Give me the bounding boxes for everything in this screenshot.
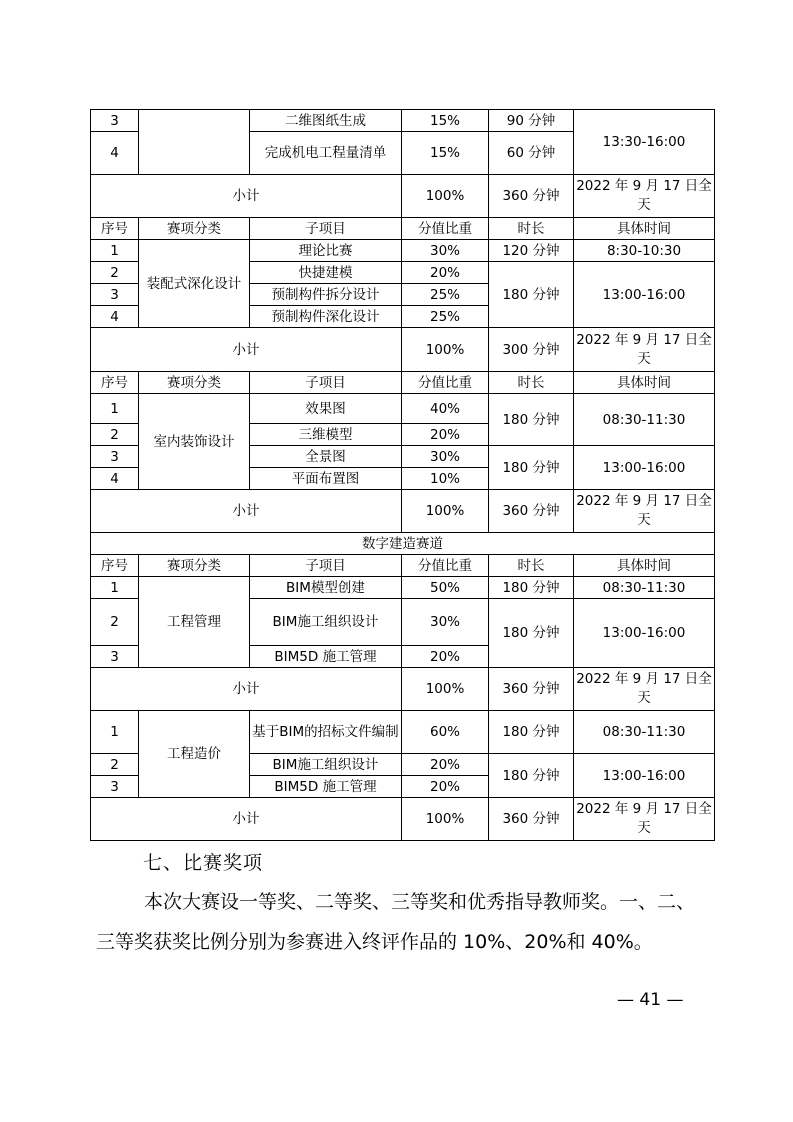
table-row (91, 711, 715, 754)
seq-cell: 4 (91, 132, 139, 175)
header-duration: 时长 (489, 555, 574, 577)
weight-cell: 20% (402, 424, 489, 446)
header-subitem: 子项目 (250, 218, 402, 240)
duration-cell: 180 分钟 (489, 577, 574, 599)
header-seq: 序号 (91, 218, 139, 240)
page-number: — 41 — (617, 990, 684, 1010)
subtotal-label: 小计 (91, 175, 402, 218)
subtotal-row (91, 798, 715, 841)
table-row (91, 110, 715, 132)
time-cell: 13:00-16:00 (574, 446, 715, 490)
weight-cell: 25% (402, 284, 489, 306)
header-duration: 时长 (489, 218, 574, 240)
header-subitem: 子项目 (250, 372, 402, 394)
header-weight: 分值比重 (402, 372, 489, 394)
header-category: 赛项分类 (139, 555, 250, 577)
subitem-cell: BIM施工组织设计 (250, 599, 402, 646)
header-row (91, 372, 715, 394)
duration-cell: 360 分钟 (489, 490, 574, 533)
subtotal-label: 小计 (91, 328, 402, 372)
weight-cell: 30% (402, 240, 489, 262)
subitem-cell: BIM5D 施工管理 (250, 646, 402, 668)
subitem-cell: BIM模型创建 (250, 577, 402, 599)
header-category: 赛项分类 (139, 218, 250, 240)
time-cell: 2022 年 9 月 17 日全天 (574, 175, 715, 218)
seq-cell: 1 (91, 711, 139, 754)
subitem-cell: BIM施工组织设计 (250, 754, 402, 776)
header-seq: 序号 (91, 555, 139, 577)
time-cell: 13:00-16:00 (574, 262, 715, 328)
duration-cell: 300 分钟 (489, 328, 574, 372)
header-subitem: 子项目 (250, 555, 402, 577)
duration-cell: 60 分钟 (489, 132, 574, 175)
duration-cell: 180 分钟 (489, 394, 574, 446)
seq-cell: 2 (91, 599, 139, 646)
weight-cell: 40% (402, 394, 489, 424)
weight-cell: 30% (402, 446, 489, 468)
competition-schedule-table (90, 109, 715, 841)
time-cell: 13:30-16:00 (574, 110, 715, 175)
seq-cell: 1 (91, 394, 139, 424)
subtotal-row (91, 490, 715, 533)
time-cell: 2022 年 9 月 17 日全天 (574, 668, 715, 711)
weight-cell: 15% (402, 132, 489, 175)
header-time: 具体时间 (574, 218, 715, 240)
seq-cell: 3 (91, 776, 139, 798)
weight-cell: 100% (402, 175, 489, 218)
time-cell: 08:30-11:30 (574, 394, 715, 446)
weight-cell: 20% (402, 262, 489, 284)
subitem-cell: 理论比赛 (250, 240, 402, 262)
weight-cell: 25% (402, 306, 489, 328)
seq-cell: 2 (91, 262, 139, 284)
subitem-cell: 预制构件深化设计 (250, 306, 402, 328)
weight-cell: 30% (402, 599, 489, 646)
seq-cell: 3 (91, 110, 139, 132)
weight-cell: 20% (402, 776, 489, 798)
awards-paragraph: 本次大赛设一等奖、二等奖、三等奖和优秀指导教师奖。一、二、三等奖获奖比例分别为参赛进入终评作品的 10%、20%和 40%。 (96, 891, 696, 953)
time-cell: 08:30-11:30 (574, 577, 715, 599)
duration-cell: 90 分钟 (489, 110, 574, 132)
track-row (91, 533, 715, 555)
subtotal-row (91, 328, 715, 372)
header-weight: 分值比重 (402, 218, 489, 240)
seq-cell: 4 (91, 468, 139, 490)
duration-cell: 120 分钟 (489, 240, 574, 262)
time-cell: 13:00-16:00 (574, 754, 715, 798)
track-title: 数字建造赛道 (91, 533, 715, 555)
weight-cell: 100% (402, 668, 489, 711)
time-cell: 13:00-16:00 (574, 599, 715, 668)
duration-cell: 180 分钟 (489, 754, 574, 798)
header-row (91, 218, 715, 240)
time-cell: 08:30-11:30 (574, 711, 715, 754)
subtotal-row (91, 175, 715, 218)
seq-cell: 2 (91, 424, 139, 446)
subitem-cell: 效果图 (250, 394, 402, 424)
header-duration: 时长 (489, 372, 574, 394)
weight-cell: 20% (402, 754, 489, 776)
seq-cell: 1 (91, 240, 139, 262)
time-cell: 2022 年 9 月 17 日全天 (574, 328, 715, 372)
weight-cell: 60% (402, 711, 489, 754)
time-cell: 2022 年 9 月 17 日全天 (574, 490, 715, 533)
subitem-cell: 二维图纸生成 (250, 110, 402, 132)
duration-cell: 360 分钟 (489, 798, 574, 841)
subtotal-label: 小计 (91, 668, 402, 711)
table-row (91, 394, 715, 424)
subtotal-label: 小计 (91, 798, 402, 841)
section-title: 七、比赛奖项 (143, 852, 264, 874)
header-category: 赛项分类 (139, 372, 250, 394)
duration-cell: 180 分钟 (489, 599, 574, 668)
subitem-cell: 全景图 (250, 446, 402, 468)
duration-cell: 180 分钟 (489, 446, 574, 490)
weight-cell: 100% (402, 798, 489, 841)
header-weight: 分值比重 (402, 555, 489, 577)
header-row (91, 555, 715, 577)
subitem-cell: 三维模型 (250, 424, 402, 446)
weight-cell: 10% (402, 468, 489, 490)
time-cell: 8:30-10:30 (574, 240, 715, 262)
seq-cell: 2 (91, 754, 139, 776)
subitem-cell: 平面布置图 (250, 468, 402, 490)
duration-cell: 180 分钟 (489, 262, 574, 328)
subitem-cell: 快捷建模 (250, 262, 402, 284)
weight-cell: 20% (402, 646, 489, 668)
duration-cell: 180 分钟 (489, 711, 574, 754)
category-cell: 装配式深化设计 (139, 240, 250, 328)
duration-cell: 360 分钟 (489, 668, 574, 711)
weight-cell: 100% (402, 328, 489, 372)
subitem-cell: BIM5D 施工管理 (250, 776, 402, 798)
subitem-cell: 预制构件拆分设计 (250, 284, 402, 306)
seq-cell: 3 (91, 446, 139, 468)
subitem-cell: 完成机电工程量清单 (250, 132, 402, 175)
seq-cell: 4 (91, 306, 139, 328)
category-cell: 室内装饰设计 (139, 394, 250, 490)
weight-cell: 15% (402, 110, 489, 132)
seq-cell: 3 (91, 284, 139, 306)
header-time: 具体时间 (574, 555, 715, 577)
seq-cell: 3 (91, 646, 139, 668)
category-cell: 工程管理 (139, 577, 250, 668)
category-cell (139, 110, 250, 175)
seq-cell: 1 (91, 577, 139, 599)
category-cell: 工程造价 (139, 711, 250, 798)
header-time: 具体时间 (574, 372, 715, 394)
header-seq: 序号 (91, 372, 139, 394)
subitem-cell: 基于BIM的招标文件编制 (250, 711, 402, 754)
subtotal-row (91, 668, 715, 711)
weight-cell: 50% (402, 577, 489, 599)
table-row (91, 577, 715, 599)
weight-cell: 100% (402, 490, 489, 533)
duration-cell: 360 分钟 (489, 175, 574, 218)
table-row (91, 240, 715, 262)
subtotal-label: 小计 (91, 490, 402, 533)
time-cell: 2022 年 9 月 17 日全天 (574, 798, 715, 841)
